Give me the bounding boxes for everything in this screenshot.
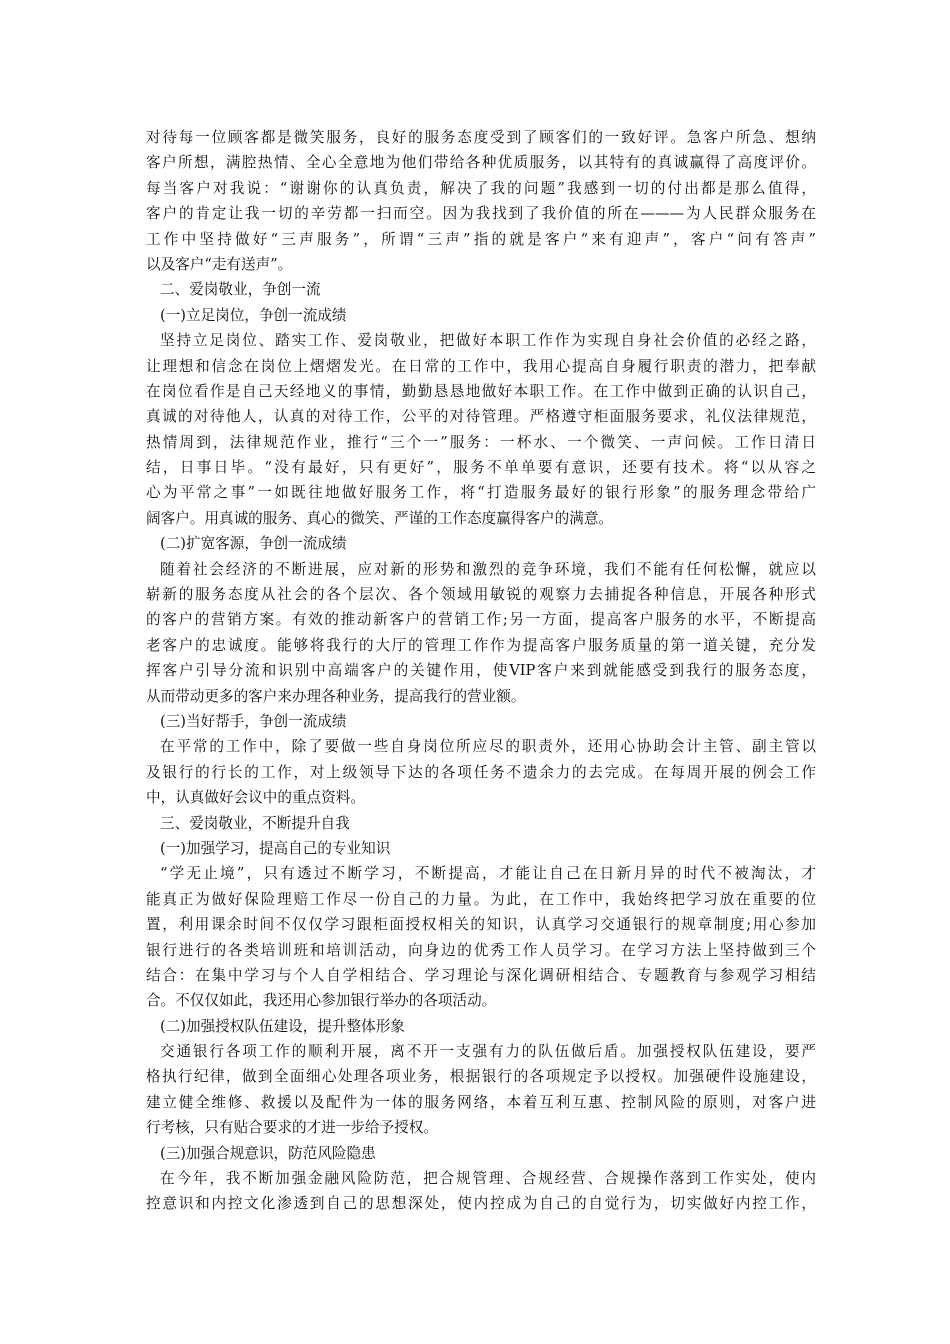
paragraph-line: 每当客户对我说：“谢谢你的认真负责，解决了我的问题”我感到一切的付出都是那么值得，: [146, 179, 816, 197]
paragraph-line: 建立健全维修、救援以及配件为一体的服务网络，本着互利互惠、控制风险的原则，对客户进: [146, 1093, 816, 1111]
paragraph-line: 能真正为做好保险理赔工作尽一份自己的力量。为此，在工作中，我始终把学习放在重要的位: [146, 890, 816, 908]
paragraph-line: 老客户的忠诚度。能够将我行的大厅的管理工作作为提高客户服务质量的第一道关键，充分发: [146, 636, 816, 654]
document-body: [146, 125, 816, 1217]
paragraph-line: 在岗位看作是自己天经地义的事情，勤勤恳恳地做好本职工作。在工作中做到正确的认识自己，: [146, 382, 816, 400]
paragraph-line: “学无止境”，只有透过不断学习，不断提高，才能让自己在日新月异的时代不被淘汰，才: [160, 865, 816, 883]
paragraph-line: 结，日事日毕。“没有最好，只有更好”，服务不单单要有意识，还要有技术。将“以从容之: [146, 459, 816, 477]
paragraph-line: 心为平常之事”一如既往地做好服务工作，将“打造服务最好的银行形象”的服务理念带给广: [146, 484, 816, 502]
paragraph-line: 真诚的对待他人，认真的对待工作，公平的对待管理。严格遵守柜面服务要求，礼仪法律规范，: [146, 408, 816, 426]
paragraph-line: 崭新的服务态度从社会的各个层次、各个领域用敏锐的观察力去捕捉各种信息，开展各种形式: [146, 586, 816, 604]
paragraph-line: 交通银行各项工作的顺利开展，离不开一支强有力的队伍做后盾。加强授权队伍建设，要严: [160, 1043, 816, 1061]
paragraph-line: 结合：在集中学习与个人自学相结合、学习理论与深化调研相结合、专题教育与参观学习相结: [146, 966, 816, 984]
paragraph-line: 从而带动更多的客户来办理各种业务，提高我行的营业额。: [146, 687, 526, 705]
paragraph-line: 格执行纪律，做到全面细心处理各项业务，根据银行的各项规定予以授权。加强硬件设施建设，: [146, 1068, 816, 1086]
section-heading: 二、爱岗敬业，争创一流: [160, 281, 321, 299]
section-heading: (三)当好帮手，争创一流成绩: [160, 712, 347, 730]
paragraph-line: 热情周到，法律规范作业，推行“三个一”服务：一杯水、一个微笑、一声问候。工作日清日: [146, 433, 816, 451]
section-heading: (二)加强授权队伍建设，提升整体形象: [160, 1017, 405, 1035]
paragraph-line: 中，认真做好会议中的重点资料。: [146, 789, 365, 807]
paragraph-line: 客户的肯定让我一切的辛劳都一扫而空。因为我找到了我价值的所在———为人民群众服务在: [146, 205, 816, 223]
paragraph-line: 控意识和内控文化渗透到自己的思想深处，使内控成为自己的自觉行为，切实做好内控工作，: [146, 1195, 816, 1213]
paragraph-line: 在平常的工作中，除了要做一些自身岗位所应尽的职责外，还用心协助会计主管、副主管以: [160, 738, 816, 756]
paragraph-line: 银行进行的各类培训班和培训活动，向身边的优秀工作人员学习。在学习方法上坚持做到三个: [146, 941, 816, 959]
paragraph-line: 合。不仅仅如此，我还用心参加银行举办的各项活动。: [146, 992, 497, 1010]
paragraph-line: 行考核，只有贴合要求的才进一步给予授权。: [146, 1119, 438, 1137]
paragraph-line: 的客户的营销方案。有效的推动新客户的营销工作;另一方面，提高客户服务的水平，不断提高: [146, 611, 816, 629]
paragraph-line: 及银行的行长的工作，对上级领导下达的各项任务不遗余力的去完成。在每周开展的例会工作: [146, 763, 816, 781]
paragraph-line: 对待每一位顾客都是微笑服务，良好的服务态度受到了顾客们的一致好评。急客户所急、想纳: [146, 129, 816, 146]
section-heading: (二)扩宽客源，争创一流成绩: [160, 535, 347, 553]
paragraph-line: 工作中坚持做好“三声服务”，所谓“三声”指的就是客户“来有迎声”，客户“问有答声”: [146, 230, 816, 248]
section-heading: 三、爱岗敬业，不断提升自我: [160, 814, 350, 832]
paragraph-line: 挥客户引导分流和识别中高端客户的关键作用，使VIP客户来到就能感受到我行的服务态度，: [146, 662, 816, 680]
paragraph-line: 在今年，我不断加强金融风险防范，把合规管理、合规经营、合规操作落到工作实处，使内: [160, 1170, 816, 1188]
paragraph-line: 坚持立足岗位、踏实工作、爱岗敬业，把做好本职工作作为实现自身社会价值的必经之路，: [160, 332, 816, 350]
paragraph-line: 以及客户“走有送声”。: [146, 255, 293, 273]
paragraph-line: 随着社会经济的不断进展，应对新的形势和激烈的竞争环境，我们不能有任何松懈，就应以: [160, 560, 816, 578]
section-heading: (一)立足岗位，争创一流成绩: [160, 306, 347, 324]
paragraph-line: 让理想和信念在岗位上熠熠发光。在日常的工作中，我用心提高自身履行职责的潜力，把奉献: [146, 357, 816, 375]
paragraph-line: 置，利用课余时间不仅仅学习跟柜面授权相关的知识，认真学习交通银行的规章制度;用心参加: [146, 916, 816, 934]
paragraph-line: 阔客户。用真诚的服务、真心的微笑、严谨的工作态度赢得客户的满意。: [146, 509, 614, 527]
section-heading: (一)加强学习，提高自己的专业知识: [160, 839, 391, 857]
paragraph-line: 客户所想，满腔热情、全心全意地为他们带给各种优质服务，以其特有的真诚赢得了高度评价。: [146, 154, 816, 172]
section-heading: (三)加强合规意识，防范风险隐患: [160, 1144, 376, 1162]
